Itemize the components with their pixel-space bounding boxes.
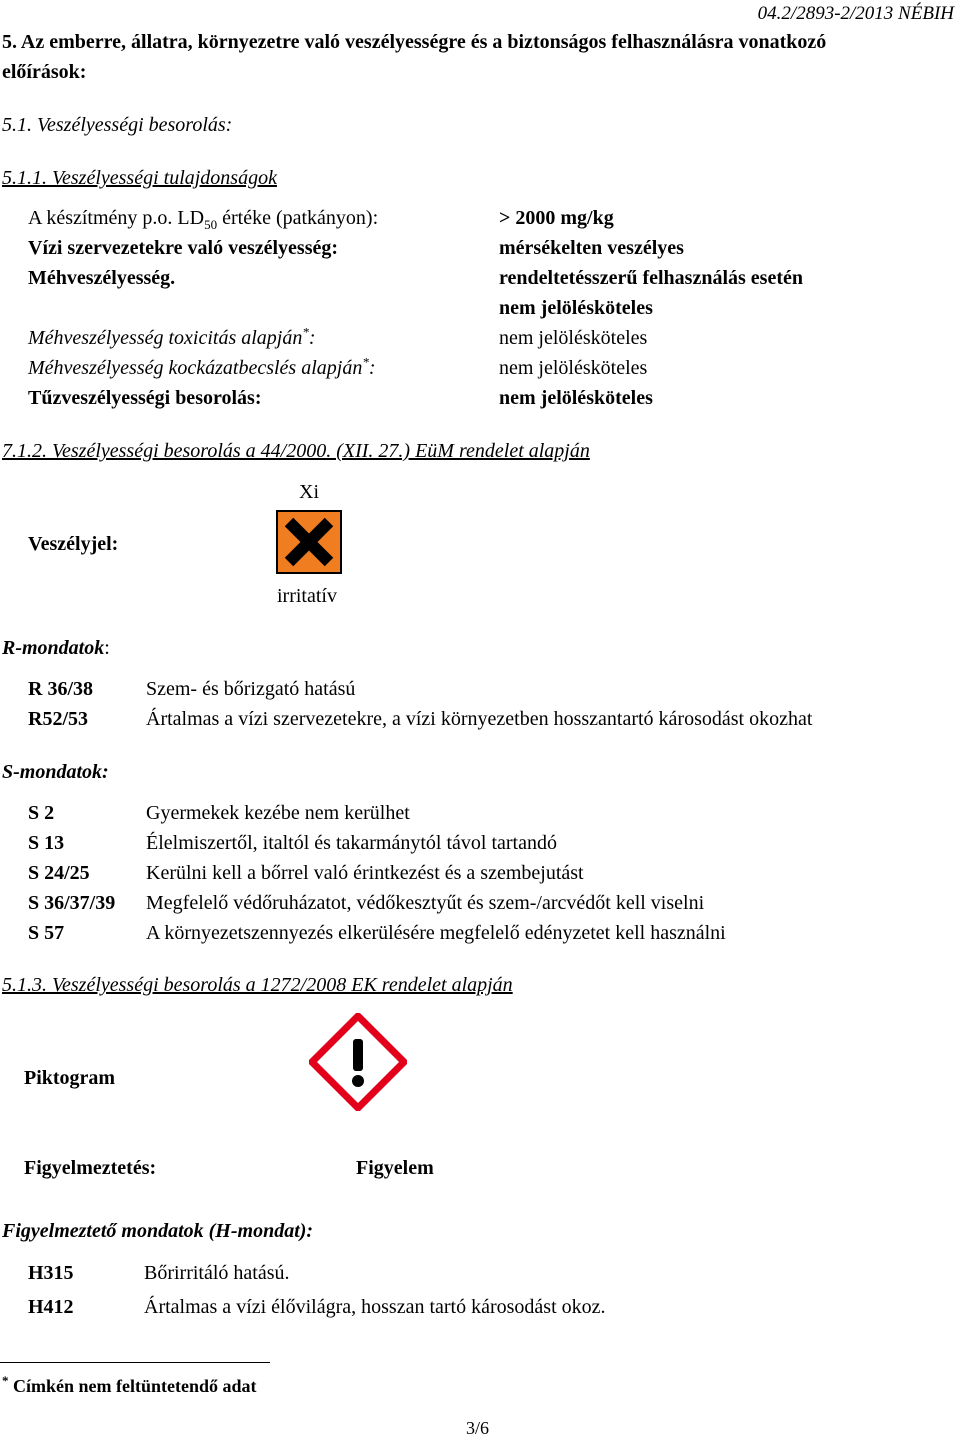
ld50-label-pre: A készítmény p.o. LD <box>28 207 205 229</box>
page-number: 3/6 <box>466 1418 490 1438</box>
r-phrase-code: R52/53 <box>28 708 88 730</box>
xi-irritant-icon <box>276 510 342 574</box>
footnote-star: * <box>2 1373 9 1388</box>
pictogram-label: Piktogram <box>24 1067 116 1089</box>
ld50-label <box>28 206 378 230</box>
bee-toxicity-value: nem jelölésköteles <box>499 327 648 349</box>
h-phrase-text: Bőrirritáló hatású. <box>144 1262 290 1284</box>
r-phrases-title-colon: : <box>104 637 110 659</box>
bee-hazard-label: Méhveszélyesség. <box>28 267 176 289</box>
r-phrase-text: Ártalmas a vízi szervezetekre, a vízi környezetben hosszantartó károsodást okozhat <box>146 708 813 730</box>
r-phrase-code: R 36/38 <box>28 678 93 700</box>
section-5-1-heading: 5.1. Veszélyességi besorolás: <box>2 114 233 136</box>
s-phrase-code: S 13 <box>28 832 65 854</box>
hazard-symbol-code: Xi <box>299 481 319 503</box>
s-phrase-code: S 2 <box>28 802 55 824</box>
h-phrase-text: Ártalmas a vízi élővilágra, hosszan tartó károsodást okoz. <box>144 1296 606 1318</box>
h-phrase-code: H412 <box>28 1296 74 1318</box>
signal-word-label: Figyelmeztetés: <box>24 1157 157 1179</box>
bee-risk-value: nem jelölésköteles <box>499 357 648 379</box>
section-5-1-3-heading: 5.1.3. Veszélyességi besorolás a 1272/2008 EK rendelet alapján <box>2 974 513 996</box>
footnote-star: * <box>302 324 309 340</box>
bee-toxicity-label <box>28 326 316 350</box>
s-phrase-text: Élelmiszertől, italtól és takarmánytól távol tartandó <box>146 832 557 854</box>
ghs07-exclamation-icon <box>309 1013 407 1111</box>
ld50-value: > 2000 mg/kg <box>499 207 614 229</box>
footnote-separator <box>0 1362 270 1363</box>
h-phrases-title: Figyelmeztető mondatok (H-mondat): <box>2 1220 314 1242</box>
section-7-1-2-heading: 7.1.2. Veszélyességi besorolás a 44/2000. (XII. 27.) EüM rendelet alapján <box>2 440 590 462</box>
footnote-text: Címkén nem feltüntetendő adat <box>8 1376 257 1396</box>
s-phrase-code: S 36/37/39 <box>28 892 116 914</box>
fire-hazard-label: Tűzveszélyességi besorolás: <box>28 387 262 409</box>
hazard-symbol-label: Veszélyjel: <box>28 533 119 555</box>
s-phrase-text: Kerülni kell a bőrrel való érintkezést és a szembejutást <box>146 862 584 884</box>
bee-toxicity-colon: : <box>308 327 316 349</box>
s-phrase-text: Gyermekek kezébe nem kerülhet <box>146 802 410 824</box>
aquatic-hazard-value: mérsékelten veszélyes <box>499 237 684 259</box>
bee-hazard-value-line2: nem jelölésköteles <box>499 297 653 319</box>
bee-risk-colon: : <box>368 357 376 379</box>
ld50-label-post: értéke (patkányon): <box>217 207 379 229</box>
aquatic-hazard-label: Vízi szervezetekre való veszélyesség: <box>28 237 339 259</box>
signal-word-value: Figyelem <box>356 1157 434 1179</box>
s-phrase-code: S 57 <box>28 922 65 944</box>
h-phrase-code: H315 <box>28 1262 74 1284</box>
bee-risk-label-text: Méhveszélyesség kockázatbecslés alapján <box>28 357 363 379</box>
section-5-1-1-heading: 5.1.1. Veszélyességi tulajdonságok <box>2 167 277 189</box>
bee-toxicity-label-text: Méhveszélyesség toxicitás alapján <box>28 327 303 349</box>
s-phrases-title: S-mondatok: <box>2 761 109 783</box>
r-phrase-text: Szem- és bőrizgató hatású <box>146 678 356 700</box>
hazard-symbol-caption: irritatív <box>277 585 337 607</box>
r-phrases-title <box>2 636 110 660</box>
s-phrase-text: Megfelelő védőruházatot, védőkesztyűt és szem-/arcvédőt kell viselni <box>146 892 705 914</box>
bee-hazard-value-line1: rendeltetésszerű felhasználás esetén <box>499 267 804 289</box>
fire-hazard-value: nem jelölésköteles <box>499 387 653 409</box>
bee-risk-label <box>28 356 376 380</box>
document-reference: 04.2/2893-2/2013 NÉBIH <box>757 3 954 24</box>
ld50-subscript: 50 <box>204 217 218 232</box>
footnote-star: * <box>362 354 369 370</box>
section-5-title-line2: előírások: <box>2 61 87 83</box>
section-5-title-line1: 5. Az emberre, állatra, környezetre való veszélyességre és a biztonságos felhasználásra vonatkozó <box>2 31 827 53</box>
footnote <box>2 1374 257 1398</box>
s-phrase-text: A környezetszennyezés elkerülésére megfelelő edényzetet kell használni <box>146 922 726 944</box>
r-phrases-title-text: R-mondatok <box>2 637 105 659</box>
s-phrase-code: S 24/25 <box>28 862 90 884</box>
